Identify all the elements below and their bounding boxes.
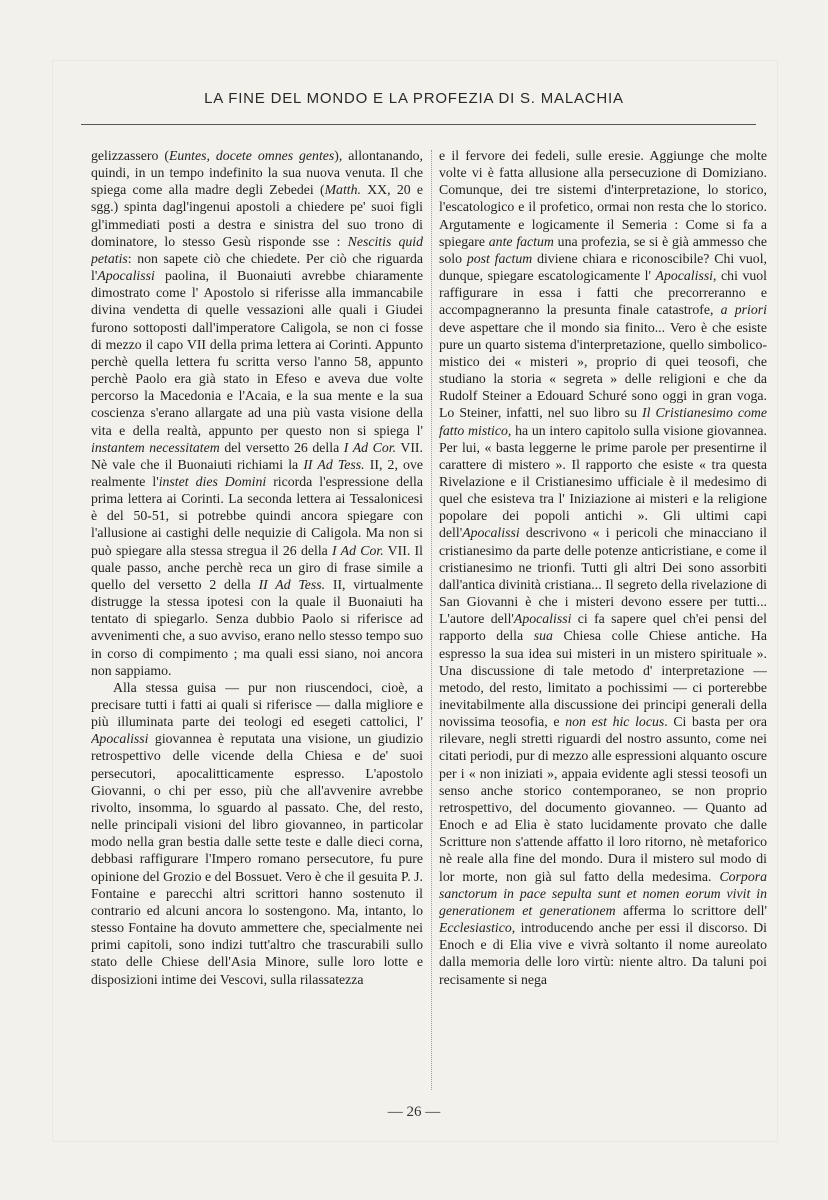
- right-column: [439, 147, 767, 1097]
- right-paragraph-1: e il fervore dei fedeli, sulle eresie. Aggiunge che molte volte vi è fatta allusione alla persecuzione di Domiziano. Comunque, dei tre sistemi d'interpretazione, lo storico, l'escatologico e il profetico, ormai non resta che lo storico. Argutamente e logicamente il Semeria : Come si fa a spiegare ante factum una profezia, se si è già ammesso che solo post factum diviene chiara e riconoscibile? Chi vuol, dunque, spiegare escatologicamente l' Apocalissi, chi vuol raffigurare in essa i fatti che precorreranno e accompagneranno la presunta finale catastrofe, a priori deve aspettare che il mondo sia finito... Vero è che esiste pure un quarto sistema d'interpretazione, quello simbolico-mistico dei « misteri », proprio di quei teosofi, che studiano la storia « segreta » delle religioni e che da Rudolf Steiner a Edouard Schuré sono oggi in gran voga. Lo Steiner, infatti, nel suo libro su Il Cristianesimo come fatto mistico, ha un intero capitolo sulla visione giovannea. Per lui, « basta leggerne le prime parole per presentirne il carattere di mistero ». Il rapporto che esiste « tra questa Rivelazione e il Cristianesimo ufficiale è il medesimo di quel che esisteva tra l' Iniziazione ai misteri e la religione popolare dei popoli antichi ». Gli ultimi capi dell'Apocalissi descrivono « i pericoli che minacciano il cristianesimo da parte delle potenze anticristiane, e come il cristianesimo ne trionfi. Tutti gli altri Dei sono assorbiti dall'antica divinità cristiana... Il segreto della rivelazione di San Giovanni è che i misteri devono essere per tutti... L'autore dell'Apocalissi ci fa sapere quel ch'ei pensi del rapporto della sua Chiesa colle Chiese antiche. Ha espresso la sua idea sui misteri in un mistero spirituale ». Una discussione di tale metodo d' interpretazione — metodo, del resto, limitato a pochissimi — ci porterebbe inevitabilmente alla discussione dei principi generali della novissima teosofia, e non est hic locus. Ci basta per ora rilevare, negli stretti riguardi del nostro assunto, come nei citati periodi, pur di mezzo alle espressioni alquanto oscure per i « non iniziati », appaia evidente agli stessi teosofi un senso anche storico contemporaneo, se non proprio retrospettivo, del documento giovanneo. — Quanto ad Enoch e ad Elia è stato lucidamente provato che dalle Scritture non s'attende affatto il loro ritorno, nè metaforico nè reale alla fine del mondo. Dura il mistero sul modo di lor morte, non già sul fatto della medesima. Corpora sanctorum in pace sepulta sunt et nomen eorum vivit in generationem et generationem afferma lo scrittore dell' Ecclesiastico, introducendo anche per essi il discorso. Di Enoch e di Elia vive e vivrà soltanto il nome aureolato dalla memoria delle loro virtù: niente altro. Da taluni poi recisamente si nega: [439, 148, 767, 987]
- column-divider: [431, 150, 432, 1090]
- page-number: — 26 —: [387, 1104, 441, 1120]
- running-header: LA FINE DEL MONDO E LA PROFEZIA DI S. MALACHIA: [204, 90, 624, 107]
- header-rule: [81, 124, 756, 125]
- left-paragraph-2: Alla stessa guisa — pur non riuscendoci, cioè, a precisare tutti i fatti ai quali si riferisce — dalla migliore e più illuminata parte dei teologi ed esegeti cattolici, l' Apocalissi giovannea è reputata una visione, un giudizio retrospettivo delle vicende della Chiesa e de' suoi persecutori, apocalitticamente espresso. L'apostolo Giovanni, o chi per esso, più che all'avvenire avrebbe rivolto, insomma, lo sguardo al passato. Che, del resto, nelle principali visioni del libro giovanneo, in particolar modo nella gran bestia dalle sette teste e dalle dieci corna, debbasi raffigurare l'Impero romano persecutore, fu pure opinione del Grozio e del Bossuet. Vero è che il gesuita P. J. Fontaine e parecchi altri scrittori hanno sostenuto il contrario ed alcuni ancora lo sostengono. Ma, intanto, lo stesso Fontaine ha dovuto ammettere che, specialmente nei primi capitoli, sono indizi tutt'altro che trascurabili sullo stato delle Chiese dell'Asia Minore, sulle loro lotte e disposizioni intime dei Vescovi, sulla rilassatezza: [91, 679, 423, 987]
- left-column: [91, 147, 423, 1097]
- left-paragraph-1: gelizzassero (Euntes, docete omnes gentes), allontanando, quindi, in un tempo indefinito la sua nuova venuta. Il che spiega come alla madre degli Zebedei (Matth. XX, 20 e sgg.) spinta dagl'ingenui apostoli a chiedere pe' suoi figli gl'immediati posti a destra e sinistra del suo trono di dominatore, lo stesso Gesù risponde sse : Nescitis quid petatis: non sapete ciò che chiedete. Per ciò che riguarda l'Apocalissi paolina, il Buonaiuti avrebbe chiaramente dimostrato come l' Apostolo si riferisse alla immancabile divina vendetta di quelle vessazioni alle quali i Giudei furono sottoposti dall'imperatore Caligola, se non ci fosse di mezzo il capo VII della prima lettera ai Corinti. Appunto perchè quella lettera fu scritta verso l'anno 58, appunto perchè Paolo era già stato in Efeso e aveva due volte percorso la Macedonia e l'Acaia, e la sua mente e la sua coscienza s'erano allargate ad una più vasta visione della vita e della realtà, appunto per questo non si spiega l' instantem necessitatem del versetto 26 della I Ad Cor. VII. Nè vale che il Buonaiuti richiami la II Ad Tess. II, 2, ove realmente l'instet dies Domini ricorda l'espressione della prima lettera ai Corinti. La seconda lettera ai Tessalonicesi è del 50-51, si potrebbe quindi ancora spiegare con l'allusione ai castighi delle nequizie di Caligola. Ma non si può spiegare alla stessa stregua il 26 della I Ad Cor. VII. Il quale passo, anche perchè reca un giro di frase simile a quello del versetto 2 della II Ad Tess. II, virtualmente distrugge la stessa ipotesi con la quale il Buonaiuti ha tentato di spiegarlo. Senza dubbio Paolo si riferisce ad avvenimenti che, a suo avviso, erano nello stesso tempo suo in corso di compimento ; ma quali essi siano, noi ancora non sappiamo.: [91, 148, 423, 678]
